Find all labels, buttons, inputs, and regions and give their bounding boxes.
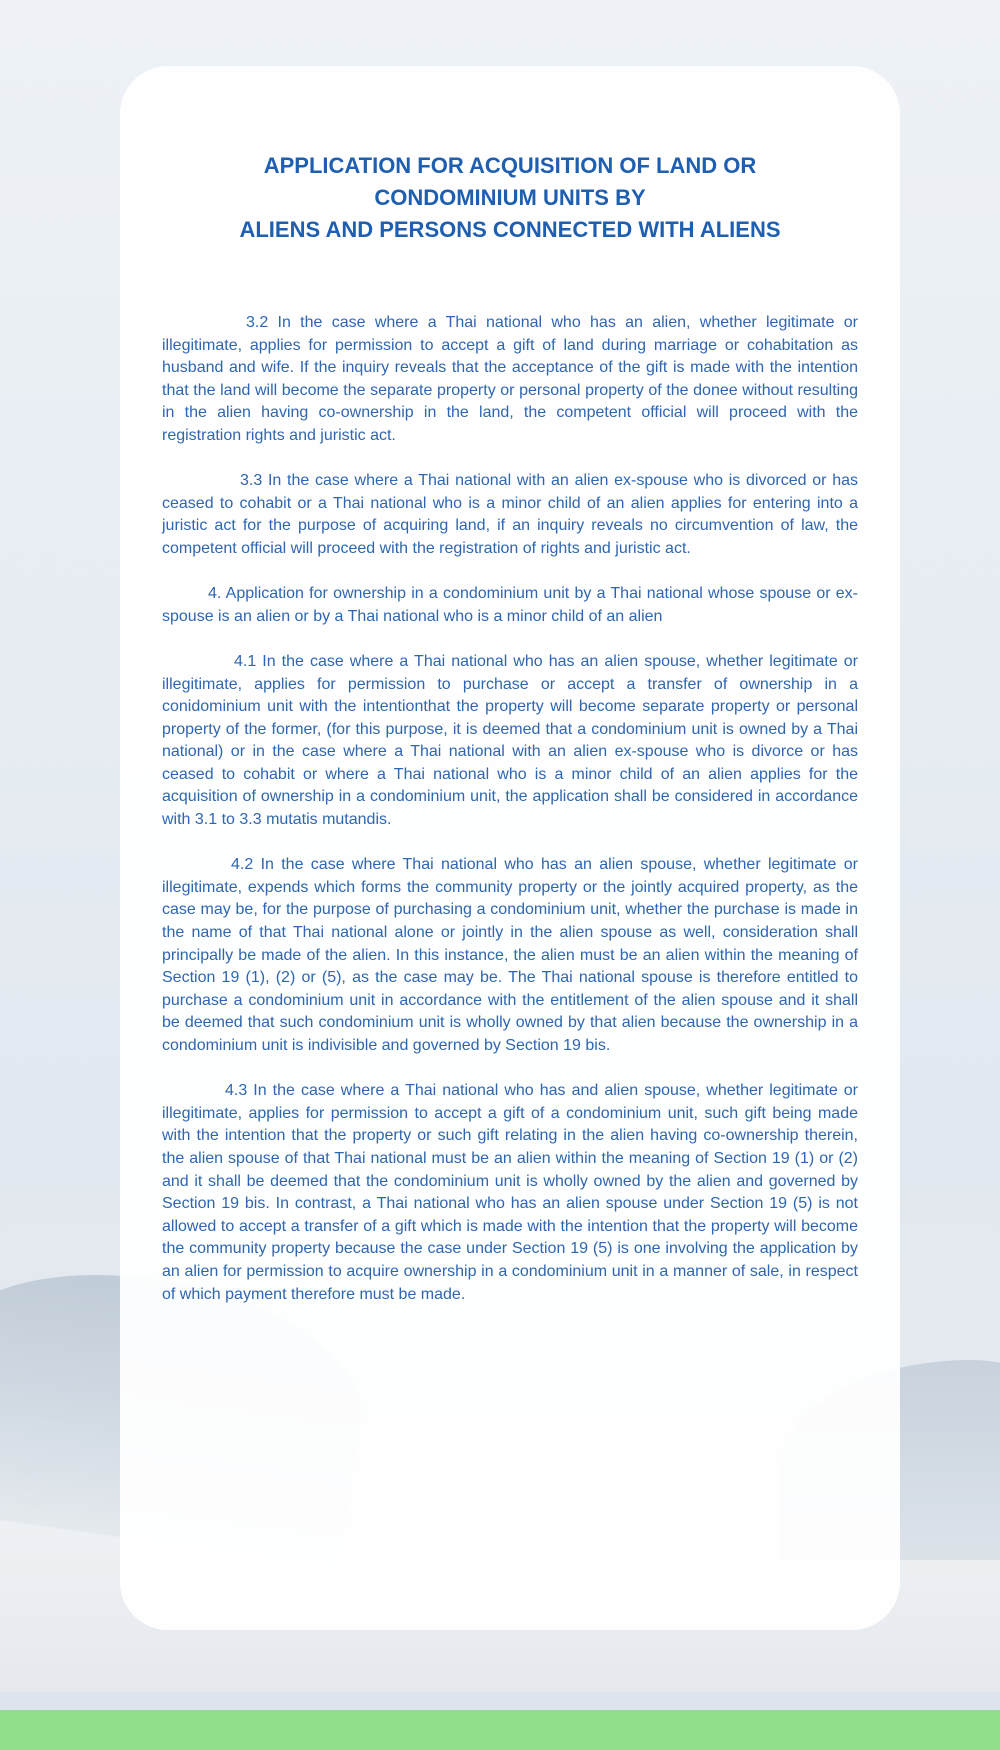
- paragraph-4: 4. Application for ownership in a condominium unit by a Thai national whose spouse or ex-spouse is an alien or by a Thai national who is a minor child of an alien: [162, 585, 858, 625]
- paragraph-4-1: 4.1 In the case where a Thai national who has an alien spouse, whether legitimate or illegitimate, applies for permission to purchase or accept a transfer of ownership in a conidominium unit with the intentionthat the property will become separate property or personal property of the former, (for this purpose, it is deemed that a condominium unit is owned by a Thai national) or in the case where a Thai national with an alien ex-spouse who is divorce or has ceased to cohabit or where a Thai national who is a minor child of an alien applies for the acquisition of ownership in a condominium unit, the application shall be considered in accordance with 3.1 to 3.3 mutatis mutandis.: [162, 652, 858, 829]
- document-card: [120, 66, 900, 1630]
- bottom-bar: [0, 1710, 1000, 1750]
- paragraph-3-2: 3.2 In the case where a Thai national who has an alien, whether legitimate or illegitimate, applies for permission to accept a gift of land during marriage or cohabitation as husband and wife. If the inquiry reveals that the acceptance of the gift is made with the intention that the land will become the separate property or personal property of the donee without resulting in the alien having co-ownership in the land, the competent official will proceed with the registration rights and juristic act.: [162, 314, 858, 444]
- title-line-1: APPLICATION FOR ACQUISITION OF LAND OR: [263, 153, 757, 178]
- title-line-3: ALIENS AND PERSONS CONNECTED WITH ALIENS: [239, 217, 781, 242]
- background-band: [0, 1692, 1000, 1710]
- title-line-2: CONDOMINIUM UNITS BY: [374, 185, 646, 210]
- paragraph-3-3: 3.3 In the case where a Thai national with an alien ex-spouse who is divorced or has ceased to cohabit or a Thai national who is a minor child of an alien applies for entering into a juristic act for the purpose of acquiring land, if an inquiry reveals no circumvention of law, the competent official will proceed with the registration of rights and juristic act.: [162, 472, 858, 557]
- document-body: [162, 312, 858, 1306]
- paragraph-4-2: 4.2 In the case where Thai national who has an alien spouse, whether legitimate or illegitimate, expends which forms the community property or the jointly acquired property, as the case may be, for the purpose of purchasing a condominium unit, whether the purchase is made in the name of that Thai national alone or jointly in the alien spouse as well, consideration shall principally be made of the alien. In this instance, the alien must be an alien within the meaning of Section 19 (1), (2) or (5), as the case may be. The Thai national spouse is therefore entitled to purchase a condominium unit in accordance with the entitlement of the alien spouse and it shall be deemed that such condominium unit is wholly owned by that alien because the ownership in a condominium unit is indivisible and governed by Section 19 bis.: [162, 856, 858, 1054]
- paragraph-4-3: 4.3 In the case where a Thai national who has and alien spouse, whether legitimate or illegitimate, applies for permission to accept a gift of a condominium unit, such gift being made with the intention that the property or such gift relating in the alien having co-ownership therein, the alien spouse of that Thai national must be an alien within the meaning of Section 19 (1) or (2) and it shall be deemed that the condominium unit is wholly owned by the alien and governed by Section 19 bis. In contrast, a Thai national who has an alien spouse under Section 19 (5) is not allowed to accept a transfer of a gift which is made with the intention that the property will become the community property because the case under Section 19 (5) is one involving the application by an alien for permission to acquire ownership in a condominium unit in a manner of sale, in respect of which payment therefore must be made.: [162, 1082, 858, 1303]
- document-title: [162, 150, 858, 246]
